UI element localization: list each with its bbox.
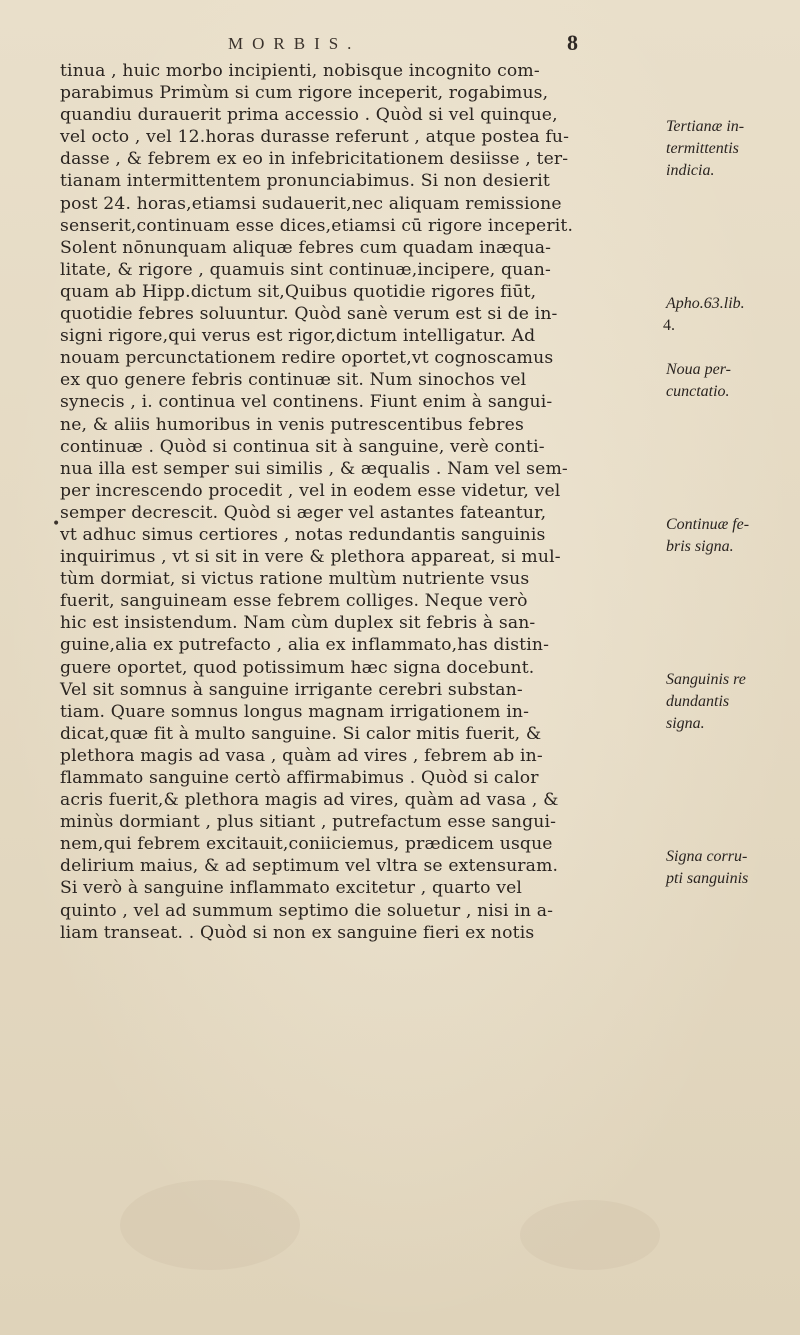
- text-line: acris fuerit,& plethora magis ad vires, quàm ad vasa , &: [60, 790, 559, 811]
- margin-note-line: signa.: [666, 715, 705, 732]
- text-line: plethora magis ad vasa , quàm ad vires , febrem ab in-: [60, 745, 543, 766]
- text-line: ex quo genere febris continuæ sit. Num sinochos vel: [60, 370, 527, 391]
- text-line: semper decrescit. Quòd si æger vel astantes fateantur,: [60, 502, 547, 523]
- text-line: dasse , & febrem ex eo in infebricitationem desiisse , ter-: [60, 149, 569, 170]
- text-line: ne, & aliis humoribus in venis putrescentibus febres: [60, 414, 524, 435]
- text-line: dicat,quæ fit à multo sanguine. Si calor mitis fuerit, &: [60, 723, 542, 744]
- text-line: per increscendo procedit , vel in eodem esse videtur, vel: [60, 480, 561, 501]
- margin-note-line: Noua per-: [666, 361, 732, 378]
- text-line: Si verò à sanguine inflammato excitetur , quarto vel: [60, 878, 523, 899]
- margin-note-line: Tertianæ in-: [666, 118, 745, 135]
- text-line: quandiu durauerit prima accessio . Quòd si vel quinque,: [60, 105, 558, 126]
- margin-note-line: Sanguinis re: [666, 671, 746, 688]
- margin-note-line: pti sanguinis: [666, 870, 749, 887]
- running-head: MORBIS.: [228, 34, 361, 53]
- text-line: signi rigore,qui verus est rigor,dictum intelligatur. Ad: [60, 326, 536, 347]
- text-line: liam transeat. . Quòd si non ex sanguine fieri ex notis: [60, 922, 535, 943]
- margin-note-line: termittentis: [666, 140, 739, 157]
- text-line: tùm dormiat, si victus ratione multùm nutriente vsus: [60, 569, 530, 590]
- margin-note-line: Signa corru-: [666, 848, 748, 865]
- margin-dot-mark: •: [52, 516, 61, 532]
- text-line: tiam. Quare somnus longus magnam irrigationem in-: [60, 701, 530, 722]
- text-line: senserit,continuam esse dices,etiamsi cū rigore inceperit.: [60, 215, 574, 236]
- margin-note-line: indicia.: [666, 162, 715, 179]
- text-line: fuerit, sanguineam esse febrem colliges. Neque verò: [60, 591, 528, 612]
- page-number: 8: [567, 30, 578, 55]
- paper-stain: [120, 1180, 300, 1270]
- margin-note-line: cunctatio.: [666, 383, 730, 400]
- text-line: litate, & rigore , quamuis sint continuæ,incipere, quan-: [60, 259, 551, 280]
- margin-note-line: Apho.63.lib.: [666, 295, 745, 312]
- margin-note-line: 4.: [663, 317, 675, 334]
- text-line: minùs dormiant , plus sitiant , putrefactum esse sangui-: [60, 812, 557, 833]
- text-line: hic est insistendum. Nam cùm duplex sit febris à san-: [60, 613, 536, 634]
- text-line: quinto , vel ad summum septimo die soluetur , nisi in a-: [60, 900, 554, 921]
- text-line: quotidie febres soluuntur. Quòd sanè verum est si de in-: [60, 304, 558, 325]
- main-text-block: [60, 60, 660, 944]
- text-line: synecis , i. continua vel continens. Fiunt enim à sangui-: [60, 392, 553, 413]
- margin-note-line: Continuæ fe-: [666, 516, 750, 533]
- text-line: post 24. horas,etiamsi sudauerit,nec aliquam remissione: [60, 193, 562, 214]
- page-header: [0, 30, 800, 60]
- text-line: continuæ . Quòd si continua sit à sanguine, verè conti-: [60, 436, 545, 457]
- text-line: nua illa est semper sui similis , & æqualis . Nam vel sem-: [60, 458, 568, 479]
- margin-note-line: bris signa.: [666, 538, 734, 555]
- text-line: guine,alia ex putrefacto , alia ex inflammato,has distin-: [60, 635, 550, 656]
- text-line: guere oportet, quod potissimum hæc signa docebunt.: [60, 657, 535, 678]
- text-line: vt adhuc simus certiores , notas redundantis sanguinis: [60, 524, 546, 545]
- text-line: delirium maius, & ad septimum vel vltra se extensuram.: [60, 856, 559, 877]
- text-line: vel octo , vel 12.horas durasse referunt , atque postea fu-: [60, 127, 570, 148]
- text-line: flammato sanguine certò affirmabimus . Quòd si calor: [60, 768, 539, 788]
- paper-stain: [520, 1200, 660, 1270]
- text-line: quam ab Hipp.dictum sit,Quibus quotidie rigores fiūt,: [60, 281, 537, 302]
- text-line: Solent nōnunquam aliquæ febres cum quadam inæqua-: [60, 237, 552, 258]
- text-line: nem,qui febrem excitauit,coniiciemus, prædicem usque: [60, 834, 553, 855]
- margin-note-line: dundantis: [666, 693, 730, 710]
- text-line: tinua , huic morbo incipienti, nobisque incognito com-: [60, 61, 540, 81]
- text-line: inquirimus , vt si sit in vere & plethora appareat, si mul-: [60, 547, 561, 568]
- text-line: Vel sit somnus à sanguine irrigante cerebri substan-: [60, 679, 523, 700]
- text-line: parabimus Primùm si cum rigore inceperit, rogabimus,: [60, 83, 549, 104]
- text-line: tianam intermittentem pronunciabimus. Si non desierit: [60, 171, 550, 192]
- text-line: nouam percunctationem redire oportet,vt cognoscamus: [60, 348, 554, 369]
